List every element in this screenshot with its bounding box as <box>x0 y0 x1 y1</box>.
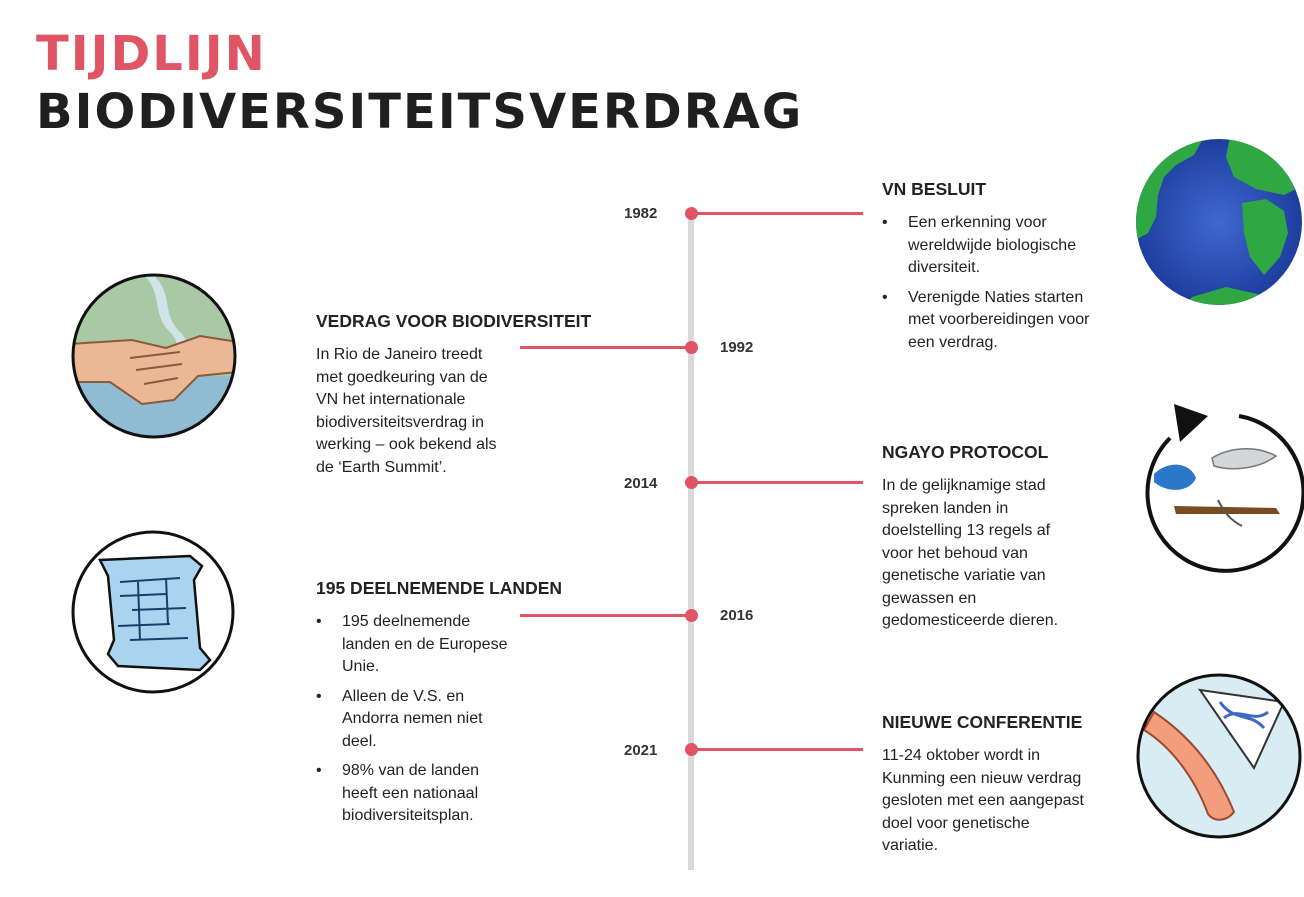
connector-2016 <box>520 614 691 617</box>
event-text-1992: In Rio de Janeiro treedt met goedkeuring van de VN het internationale biodiversiteitsverdrag in werking – ook bekend als de ‘Earth Summit’. <box>316 346 497 476</box>
title-line-1: TIJDLIJN <box>36 26 267 82</box>
bullet-item: • Verenigde Naties starten met voorbereidingen voor een verdrag. <box>882 287 1092 355</box>
event-heading-2016: 195 DEELNEMENDE LANDEN <box>316 578 563 598</box>
event-heading-2014: NGAYO PROTOCOL <box>882 442 1049 462</box>
timeline-dot-2016 <box>685 609 698 622</box>
event-2016 <box>316 577 563 835</box>
year-label-2021: 2021 <box>624 742 658 759</box>
connector-1992 <box>520 346 691 349</box>
year-label-1992: 1992 <box>720 339 754 356</box>
bullet-item: • 195 deelnemende landen en de Europese Unie. <box>316 611 512 679</box>
event-bullets-1982 <box>882 212 1092 354</box>
event-heading-1982: VN BESLUIT <box>882 179 987 199</box>
year-label-2014: 2014 <box>624 475 658 492</box>
timeline-dot-2014 <box>685 476 698 489</box>
event-bullets-2016 <box>316 611 512 828</box>
bullet-item: • Alleen de V.S. en Andorra nemen niet deel. <box>316 686 512 754</box>
timeline-axis <box>688 213 694 870</box>
event-2021 <box>882 711 1088 858</box>
event-heading-2021: NIEUWE CONFERENTIE <box>882 712 1083 732</box>
year-label-2016: 2016 <box>720 607 754 624</box>
event-heading-1992: VEDRAG VOOR BIODIVERSITEIT <box>316 311 592 331</box>
bullet-item: • Een erkenning voor wereldwijde biologische diversiteit. <box>882 212 1092 280</box>
event-1992 <box>316 310 592 479</box>
event-text-2021: 11-24 oktober wordt in Kunming een nieuw verdrag gesloten met een aangepast doel voor genetische variatie. <box>882 747 1084 854</box>
shrimp-dna-icon <box>1134 672 1304 840</box>
globe-icon <box>1134 137 1304 307</box>
event-text-2014: In de gelijknamige stad spreken landen in doelstelling 13 regels af voor het behoud van genetische variatie van gewassen en gedomesticeerde dieren. <box>882 477 1059 629</box>
map-scroll-icon <box>70 530 236 694</box>
event-1982 <box>882 178 1092 361</box>
handshake-icon <box>70 272 238 440</box>
timeline-dot-1982 <box>685 207 698 220</box>
connector-2014 <box>691 481 863 484</box>
connector-1982 <box>691 212 863 215</box>
connector-2021 <box>691 748 863 751</box>
species-cycle-icon <box>1134 402 1304 574</box>
year-label-1982: 1982 <box>624 205 658 222</box>
title-line-2: BIODIVERSITEITSVERDRAG <box>36 84 804 140</box>
event-2014 <box>882 441 1084 633</box>
timeline-dot-1992 <box>685 341 698 354</box>
timeline-dot-2021 <box>685 743 698 756</box>
bullet-item: • 98% van de landen heeft een nationaal biodiversiteitsplan. <box>316 760 512 828</box>
